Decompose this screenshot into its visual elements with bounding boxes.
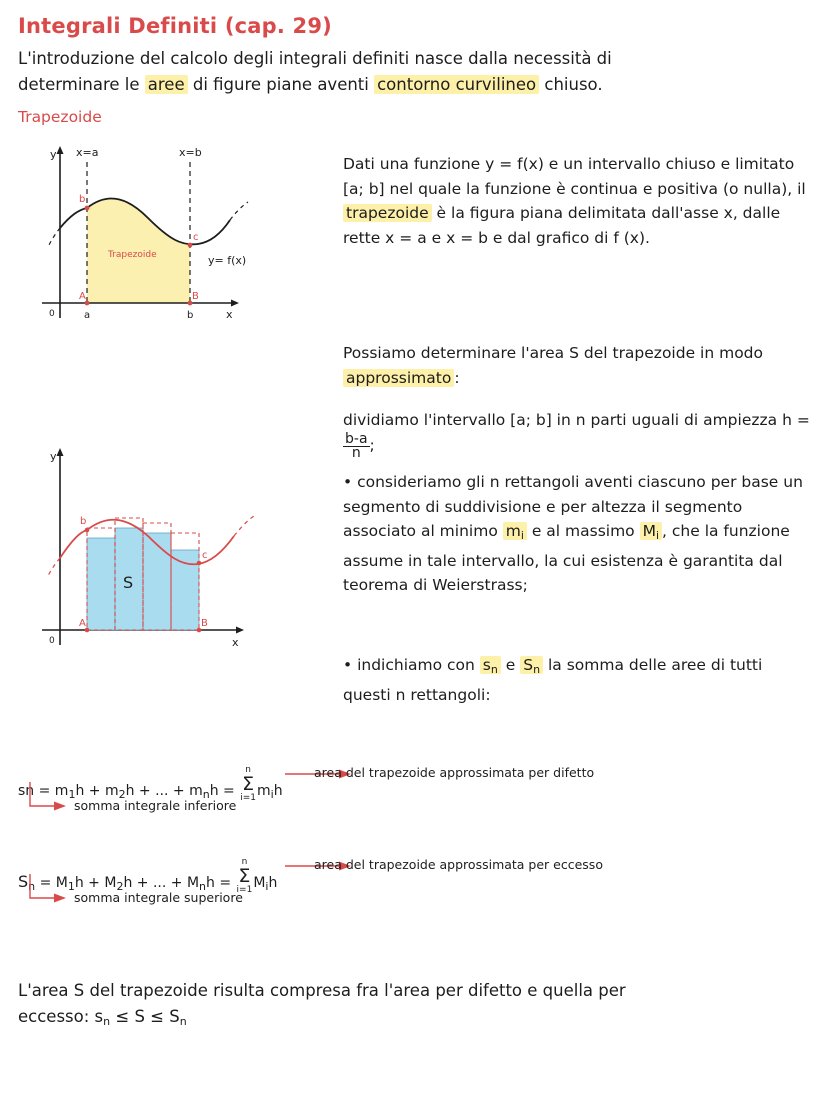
rectangle-1 [87,538,115,630]
figure1-label-xb: x=b [179,146,202,159]
paragraph-rettangoli [343,470,813,598]
M-subscript: i [655,529,660,542]
figure1-point-B-label: B [192,291,199,302]
upper-sub-2: 2 [116,880,124,893]
par2-part1: Possiamo determinare l'area S del trapezoide in modo [343,344,763,362]
note-lower-below: somma integrale inferiore [74,798,237,813]
highlight-Sn [520,656,543,674]
point-c-marker [197,561,202,566]
formula-block-upper-sum [18,857,808,905]
paragraph-area-approssimata [343,341,813,390]
note-upper-right: area del trapezoide approssimata per eccesso [314,857,603,872]
rectangle-4 [171,550,199,630]
conclusion-sub-1: n [103,1015,111,1028]
figure2-point-c-label: c [202,550,208,561]
curve-dashed-left [49,228,60,245]
highlight-aree: aree [145,75,188,94]
upper-expr-3: h = [206,875,236,891]
figure2-x-label: x [232,636,239,649]
sigma-lower-term-sub: i [270,788,274,801]
highlight-sn [480,656,501,674]
lower-expr-2: h + ... + m [125,783,203,799]
figure1-label-xa: x=a [76,146,99,159]
figure-trapezoide [30,140,330,330]
upper-lhs-tail: = M [35,875,68,891]
sigma-lower-top: n [245,765,251,775]
sigma-upper-term-tail: h [268,875,278,891]
Sn-subscript: n [533,663,541,676]
par5-part2: e [500,656,521,674]
sigma-upper-bottom: i=1 [236,885,253,895]
figure2-point-A-label: A [79,618,86,629]
lower-expr-3: h = [209,783,240,799]
fraction-denominator: n [351,444,361,461]
sigma-glyph: Σ [238,865,251,887]
lower-sub-2: 2 [118,788,126,801]
figure-rettangoli [30,440,330,670]
par4-part2: e al massimo [526,522,640,540]
formula-block-lower-sum [18,765,808,813]
rectangle-3 [143,533,171,630]
lower-expr-1: h + m [75,783,119,799]
highlight-M-max [640,522,662,540]
figure2-origin-label: 0 [49,636,55,646]
highlight-approssimato: approssimato [343,369,454,387]
note-upper-below: somma integrale superiore [74,890,243,905]
par1-part2: è la figura piana delimitata dall'asse x, dalle rette x = a e x = b e dal grafico di f (x). [343,204,781,247]
m-symbol: m [505,522,521,540]
sigma-lower-bottom: i=1 [240,793,256,803]
lower-sub-3: n [202,788,210,801]
figure1-origin-label: 0 [49,309,55,319]
paragraph-suddivisione [343,408,813,460]
upper-lhs: S [18,872,29,891]
figure1-point-b-label: b [79,194,86,205]
point-b-marker [85,528,90,533]
upper-sub-1: 1 [67,880,75,893]
curve-dashed-right [234,516,254,536]
figure1-tick-b: b [187,310,194,321]
M-symbol: M [642,522,656,540]
paragraph-definizione-trapezoide [343,152,813,250]
fraction-h [343,430,370,461]
sigma-lower [240,766,256,803]
note-lower-right: area del trapezoide approssimata per difetto [314,765,595,780]
sigma-lower-term: m [257,783,271,799]
figure2-point-B-label: B [201,618,208,629]
figure1-point-A-label: A [79,291,86,302]
par5-part3: la somma delle aree di tutti questi n rettangoli: [343,656,763,704]
x-axis-arrow [231,300,239,307]
figure2-area-label: S [123,573,134,592]
figure1-area-label: Trapezoide [108,250,157,260]
par1-part1: Dati una funzione y = f(x) e un intervallo chiuso e limitato [a; b] nel quale la funzione è continua e positiva (o nulla), il [343,155,806,198]
intro-paragraph [18,46,808,98]
sigma-glyph: Σ [242,773,255,795]
upper-lhs-sub: n [28,880,36,893]
arrow-down-lower [20,780,72,818]
point-b-marker [85,206,90,211]
m-subscript: i [520,529,524,542]
figure1-point-c-label: c [193,232,199,243]
figure-rettangoli-svg [30,440,330,670]
figure1-y-label: y [50,148,57,161]
highlight-trapezoide: trapezoide [343,204,432,222]
Sn-symbol: S [523,656,534,674]
curve-dashed-left [48,558,60,576]
y-axis-arrow [57,146,64,154]
upper-expr-2: h + ... + M [123,875,200,891]
par4-part3: , che la funzione assume in tale intervallo, la cui esistenza è garantita dal teorema di Weierstrass; [343,522,790,594]
figure2-y-label: y [50,450,57,463]
par2-part2: : [454,368,460,387]
par3-part2: ; [369,435,375,454]
fraction-numerator: b-a [345,430,368,447]
conclusion-line2-part1: eccesso: s [18,1007,104,1026]
sigma-upper-term-sub: i [265,880,269,893]
conclusion-line1: L'area S del trapezoide risulta compresa fra l'area per difetto e quella per [18,981,626,1000]
figure1-tick-a: a [84,310,91,321]
intro-line2-part2: di figure piane aventi [187,75,375,94]
intro-line2-part1: determinare le [18,75,145,94]
arrow-down-upper [20,872,72,910]
intro-line2-part3: chiuso. [539,75,603,94]
lower-lhs: sn = m [18,783,69,799]
paragraph-somme [343,653,813,707]
conclusion-paragraph [18,978,808,1035]
par4-part1: • consideriamo gli n rettangoli aventi ciascuno per base un segmento di suddivisione e per altezza il segmento associato al minimo [343,473,803,540]
section-subheading: Trapezoide [18,108,102,126]
highlight-m-min [503,522,527,540]
intro-line1: L'introduzione del calcolo degli integrali definiti nasce dalla necessità di [18,49,612,68]
conclusion-sub-2: n [179,1015,187,1028]
conclusion-line2-part2: ≤ S ≤ S [110,1007,180,1026]
x-axis-arrow [236,627,244,634]
page-title: Integrali Definiti (cap. 29) [18,14,332,38]
par3-part1: dividiamo l'intervallo [a; b] in n parti uguali di ampiezza h = [343,411,810,429]
point-c-marker [188,243,193,248]
figure2-point-b-label: b [80,516,87,527]
lower-sub-1: 1 [68,788,76,801]
y-axis-arrow [57,448,64,456]
sigma-lower-term-tail: h [273,783,283,799]
sn-subscript: n [490,663,498,676]
highlight-contorno-curvilineo: contorno curvilineo [374,75,539,94]
upper-expr-1: h + M [74,875,117,891]
figure-trapezoide-svg [30,140,330,330]
sigma-upper-top: n [241,857,248,867]
par5-part1: • indichiamo con [343,656,480,674]
sn-symbol: s [482,656,491,674]
figure1-x-label: x [226,308,233,321]
curve-dashed-right [230,202,248,220]
figure1-curve-label: y= f(x) [208,254,247,267]
upper-sub-3: n [199,880,207,893]
sigma-upper-term: M [253,875,266,891]
